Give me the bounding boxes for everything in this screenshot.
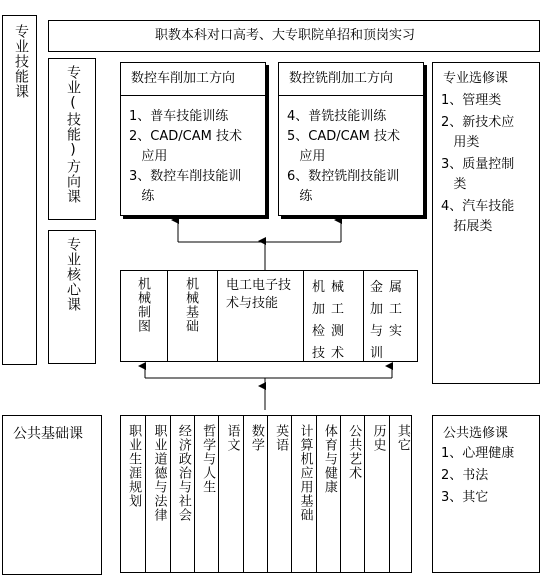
core-course-text: 机械制图: [135, 277, 150, 333]
top-banner: [48, 20, 540, 52]
public-course-text: 体育与健康: [321, 424, 337, 494]
public-basic-label: 公共基础课: [13, 426, 83, 442]
public-course-text: 职业道德与法律: [151, 424, 167, 522]
professional-skill-label: 专业技能课: [13, 24, 29, 99]
public-course-cell: [340, 416, 364, 572]
core-course-cell: [303, 271, 363, 361]
core-course-text: 机械加工检测技术: [312, 280, 351, 361]
public-course-text: 语文: [224, 424, 240, 452]
public-electives-item: 3、其它: [441, 490, 489, 505]
direction-milling-item: 6、数控铣削技能训: [287, 169, 400, 184]
public-course-cell: [218, 416, 242, 572]
core-label-box: [48, 230, 96, 364]
direction-label: 专业(技能)方向课: [65, 65, 81, 204]
public-course-text: 数学: [248, 424, 264, 452]
core-course-cell: [167, 271, 217, 361]
direction-turning-item: 2、CAD/CAM 技术: [129, 129, 242, 144]
public-course-cell: [170, 416, 194, 572]
public-course-text: 计算机应用基础: [297, 424, 313, 522]
prof-electives-item: 1、管理类: [441, 93, 502, 108]
public-course-cell: [194, 416, 218, 572]
public-course-text: 历史: [370, 424, 386, 452]
core-course-text: 金属加工与实训: [370, 280, 409, 361]
public-course-cell: [267, 416, 291, 572]
direction-turning-box: [120, 62, 266, 216]
public-course-text: 哲学与人生: [200, 424, 216, 494]
direction-milling-item: 练: [287, 189, 313, 204]
prof-electives-item: 类: [441, 177, 467, 192]
public-course-text: 职业生涯规划: [126, 424, 142, 508]
top-banner-text: 职教本科对口高考、大专职院单招和顶岗实习: [155, 28, 416, 43]
public-electives-item: 2、书法: [441, 468, 489, 483]
direction-turning-item: 练: [129, 189, 155, 204]
core-course-cell: [363, 271, 419, 361]
public-course-cell: [145, 416, 169, 572]
core-label: 专业核心课: [65, 237, 81, 312]
direction-turning-item: 1、普车技能训练: [129, 109, 229, 124]
prof-electives-item: 3、质量控制: [441, 157, 515, 172]
direction-turning-item: 3、数控车削技能训: [129, 169, 242, 184]
direction-turning-title: 数控车削加工方向: [131, 71, 236, 86]
direction-milling-box: [278, 62, 424, 216]
public-courses-box: [120, 415, 412, 573]
prof-electives-box: [432, 62, 540, 384]
public-electives-item: 1、心理健康: [441, 446, 515, 461]
core-course-cell: [121, 271, 167, 361]
prof-electives-item: 2、新技术应: [441, 115, 515, 130]
public-course-cell: [121, 416, 145, 572]
public-electives-title: 公共选修课: [443, 426, 509, 441]
direction-milling-item: 应用: [287, 149, 326, 164]
public-basic-label-box: [2, 415, 102, 575]
core-course-text: 机械基础: [183, 277, 198, 333]
direction-turning-item: 应用: [129, 149, 168, 164]
direction-label-box: [48, 58, 96, 220]
core-course-text: 电工电子技术与技能: [226, 278, 292, 311]
prof-electives-item: 拓展类: [441, 219, 493, 234]
direction-milling-item: 5、CAD/CAM 技术: [287, 129, 400, 144]
public-course-text: 其它: [394, 424, 410, 452]
prof-electives-item: 用类: [441, 135, 480, 150]
direction-milling-title: 数控铣削加工方向: [289, 71, 394, 86]
professional-skill-label-box: [2, 15, 37, 365]
public-course-cell: [243, 416, 267, 572]
public-course-cell: [291, 416, 315, 572]
direction-milling-item: 4、普铣技能训练: [287, 109, 387, 124]
public-course-cell: [364, 416, 388, 572]
core-course-cell: [217, 271, 303, 361]
public-electives-box: [432, 415, 540, 573]
prof-electives-item: 4、汽车技能: [441, 199, 515, 214]
prof-electives-title: 专业选修课: [443, 71, 509, 86]
core-courses-box: [120, 270, 418, 362]
public-course-cell: [389, 416, 413, 572]
public-course-text: 英语: [273, 424, 289, 452]
public-course-text: 经济政治与社会: [175, 424, 191, 522]
public-course-text: 公共艺术: [346, 424, 362, 480]
public-course-cell: [316, 416, 340, 572]
